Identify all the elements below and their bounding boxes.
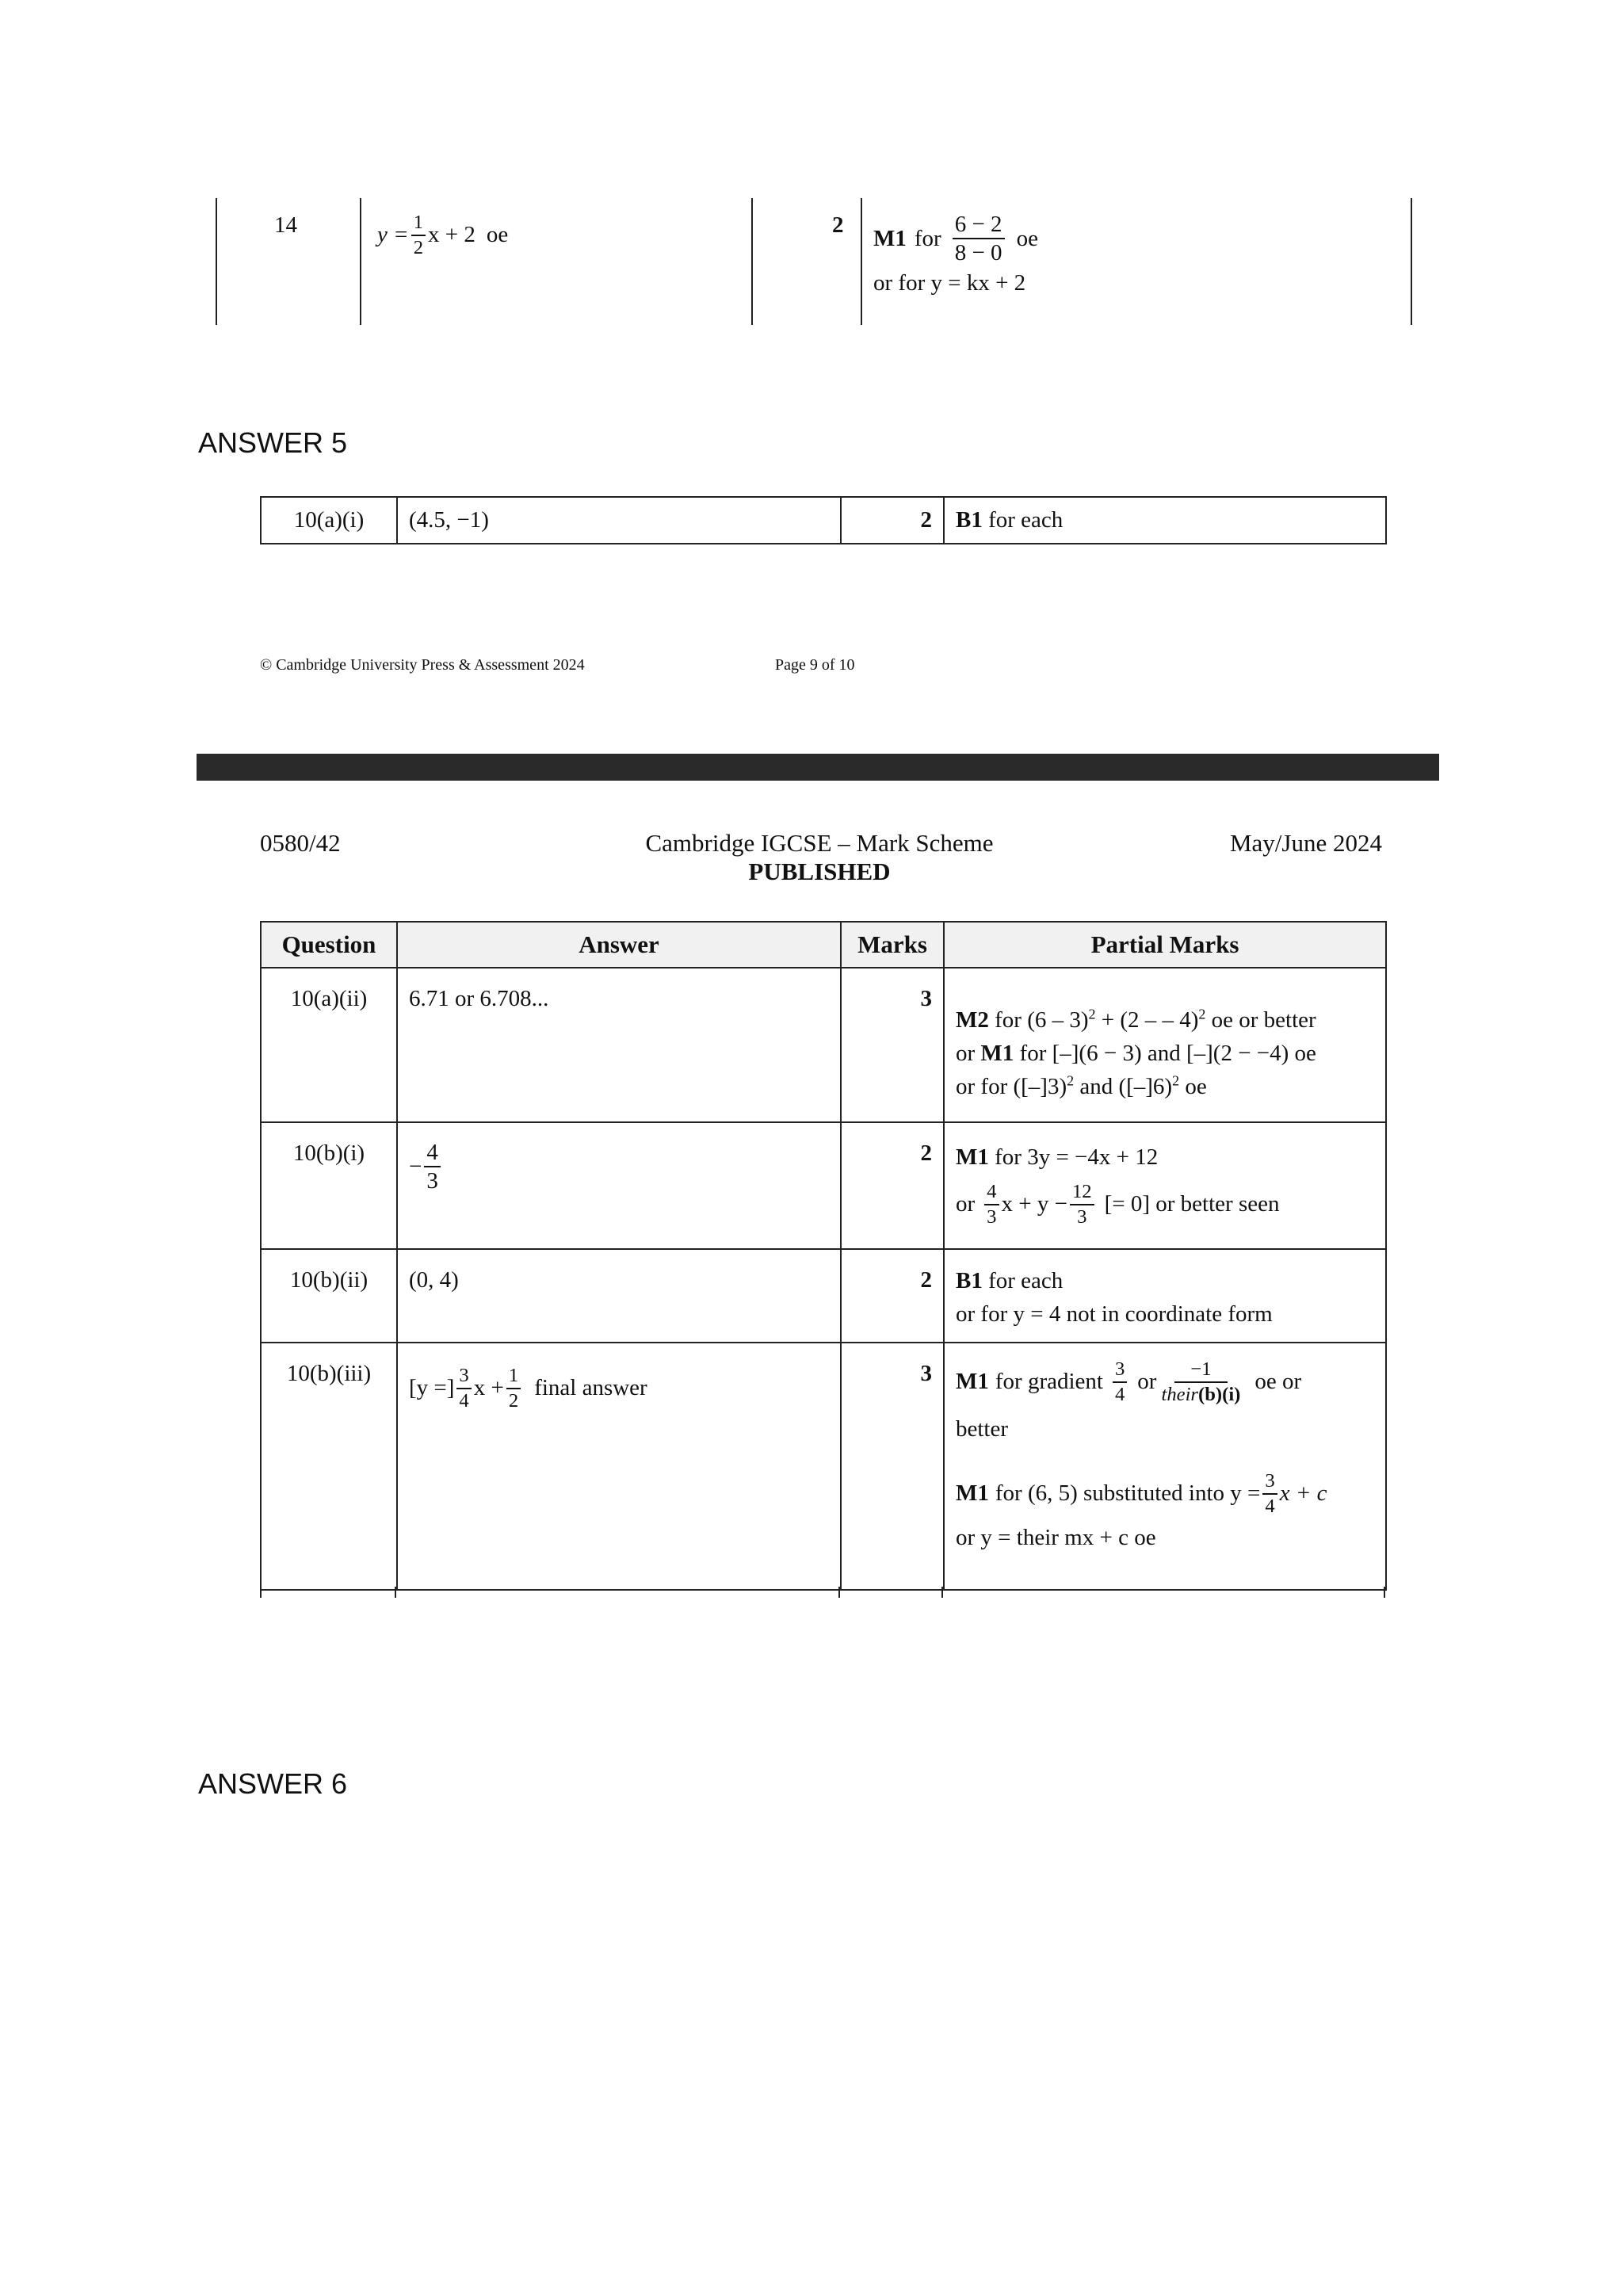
table-border-left (216, 198, 217, 325)
t1-partial-marks: B1 for each (944, 497, 1386, 544)
q14-marks: 2 (832, 212, 844, 238)
r1-marks: 3 (841, 968, 944, 1122)
answer-5-table (260, 496, 1387, 544)
q14-answer-oe: oe (486, 222, 509, 248)
t1-question: 10(a)(i) (261, 497, 397, 544)
r4-question: 10(b)(iii) (261, 1343, 397, 1590)
table-row (261, 497, 1386, 544)
header-subtitle: PUBLISHED (748, 858, 891, 885)
column-header-answer: Answer (397, 922, 841, 968)
r3-marks: 2 (841, 1249, 944, 1343)
q14-answer-fraction: $\frac{1}{2}$ (411, 212, 426, 258)
header-code: 0580/42 (260, 829, 341, 857)
table-border-marks (861, 198, 862, 325)
footer-page-number: Page 9 of 10 (775, 656, 855, 674)
table-row (261, 968, 1386, 1122)
table-row (261, 1343, 1386, 1590)
q14-answer-rest: x + 2 (428, 222, 475, 248)
answer-5-label: ANSWER 5 (198, 426, 348, 459)
r4-partial-marks: M1 for gradient $\frac{3}{4}$ or $\frac{-1}{\text{their(b)(i)}}$ oe or better M1 for (6, 5) substituted into y = $\frac{3}{4}$ x + c or y = their mx + c oe (944, 1343, 1386, 1590)
r2-answer-fraction: $\frac{4}{3}$ (424, 1140, 441, 1194)
t1-answer: (4.5, −1) (397, 497, 841, 544)
table-row (261, 1122, 1386, 1249)
table-row (261, 1249, 1386, 1343)
mark-scheme-table (260, 921, 1387, 1591)
table-continuation-tick (1384, 1587, 1385, 1598)
table-border-right (1411, 198, 1412, 325)
t1-marks: 2 (841, 497, 944, 544)
r2-question: 10(b)(i) (261, 1122, 397, 1249)
table-continuation-tick (838, 1587, 840, 1598)
r2-partial-marks: M1 for 3y = −4x + 12 or $\frac{4}{3}$ x + y − $\frac{12}{3}$ [= 0] or better seen (944, 1122, 1386, 1249)
r1-answer: 6.71 or 6.708... (397, 968, 841, 1122)
table-continuation-tick (941, 1587, 943, 1598)
header-title: Cambridge IGCSE – Mark Scheme (645, 829, 994, 857)
table-header-row (261, 922, 1386, 968)
table-border-answer (751, 198, 753, 325)
r2-answer: − $\frac{4}{3}$ (397, 1122, 841, 1249)
q14-pm-line1: M1 for $\frac{6 - 2}{8 - 0}$ oe (873, 212, 1038, 266)
r3-question: 10(b)(ii) (261, 1249, 397, 1343)
q14-question: 14 (274, 212, 297, 238)
table-continuation-tick (260, 1587, 262, 1598)
r4-answer: [y =] $\frac{3}{4}$ x + $\frac{1}{2}$ final answer (397, 1343, 841, 1590)
table-continuation-tick (395, 1587, 396, 1598)
q14-answer-lhs: y = (377, 222, 409, 248)
header-session: May/June 2024 (1229, 829, 1382, 857)
q14-answer (377, 212, 508, 258)
q14-pm-fraction: $\frac{6 - 2}{8 - 0}$ (953, 212, 1005, 266)
q14-partial-marks (873, 212, 1038, 296)
r1-question: 10(a)(ii) (261, 968, 397, 1122)
r3-partial-marks: B1 for each or for y = 4 not in coordinate form (944, 1249, 1386, 1343)
r2-marks: 2 (841, 1122, 944, 1249)
answer-6-label: ANSWER 6 (198, 1767, 348, 1800)
q14-pm-line2: or for y = kx + 2 (873, 269, 1026, 296)
table-border-question (360, 198, 361, 325)
column-header-question: Question (261, 922, 397, 968)
column-header-partial-marks: Partial Marks (944, 922, 1386, 968)
r3-answer: (0, 4) (397, 1249, 841, 1343)
r4-marks: 3 (841, 1343, 944, 1590)
page-break-band (197, 754, 1439, 781)
r1-partial-marks: M2 for (6 – 3)$^2$ + (2 – – 4)$^2$ oe or better or M1 for [–](6 − 3) and [–](2 − −4) oe or for $([-]3)^2$ and $([-]6)^2$ oe (944, 968, 1386, 1122)
footer-copyright: © Cambridge University Press & Assessment 2024 (260, 656, 585, 674)
column-header-marks: Marks (841, 922, 944, 968)
